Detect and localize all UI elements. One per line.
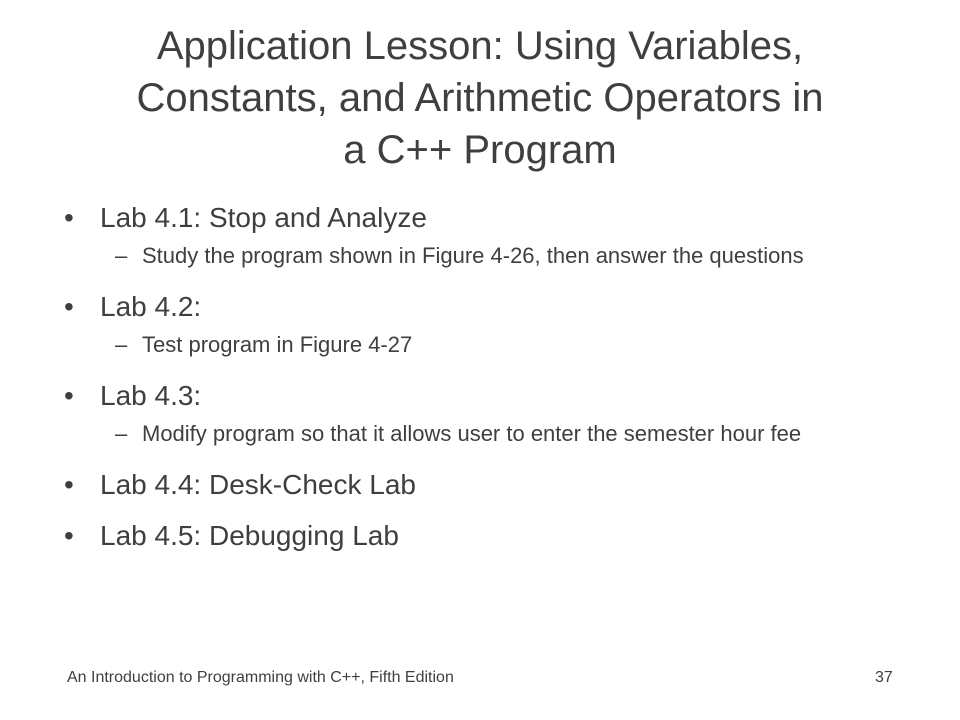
bullet-icon: •	[64, 469, 74, 500]
bullet-icon: •	[64, 202, 74, 233]
title-line: a C++ Program	[343, 128, 617, 172]
bullet-text: Lab 4.4: Desk-Check Lab	[100, 469, 416, 500]
sub-bullet-text: Study the program shown in Figure 4-26, then answer the questions	[142, 243, 804, 268]
bullet-text: Lab 4.3:	[100, 380, 202, 411]
bullet-item-lab-4-4	[60, 465, 900, 505]
sub-bullet-text: Modify program so that it allows user to enter the semester hour fee	[142, 421, 802, 446]
title-line: Constants, and Arithmetic Operators in	[136, 76, 824, 120]
bullet-text: Lab 4.2:	[100, 291, 202, 322]
sub-bullet-item	[60, 330, 900, 360]
bullet-item-lab-4-1	[60, 198, 900, 238]
slide-title	[40, 20, 920, 176]
page-number: 37	[875, 669, 893, 686]
bullet-text: Lab 4.5: Debugging Lab	[100, 520, 399, 551]
sub-bullet-item	[60, 241, 900, 271]
bullet-item-lab-4-5	[60, 516, 900, 556]
bullet-item-lab-4-3	[60, 376, 900, 416]
footer-book-title: An Introduction to Programming with C++, Fifth Edition	[67, 669, 454, 686]
bullet-icon: •	[64, 291, 74, 322]
title-line: Application Lesson: Using Variables,	[156, 24, 804, 68]
dash-icon: –	[115, 332, 128, 357]
sub-bullet-item	[60, 419, 900, 449]
dash-icon: –	[115, 421, 128, 446]
dash-icon: –	[115, 243, 128, 268]
sub-bullet-text: Test program in Figure 4-27	[142, 332, 413, 357]
bullet-list	[60, 198, 900, 556]
bullet-icon: •	[64, 380, 74, 411]
bullet-icon: •	[64, 520, 74, 551]
bullet-item-lab-4-2	[60, 287, 900, 327]
bullet-text: Lab 4.1: Stop and Analyze	[100, 202, 427, 233]
